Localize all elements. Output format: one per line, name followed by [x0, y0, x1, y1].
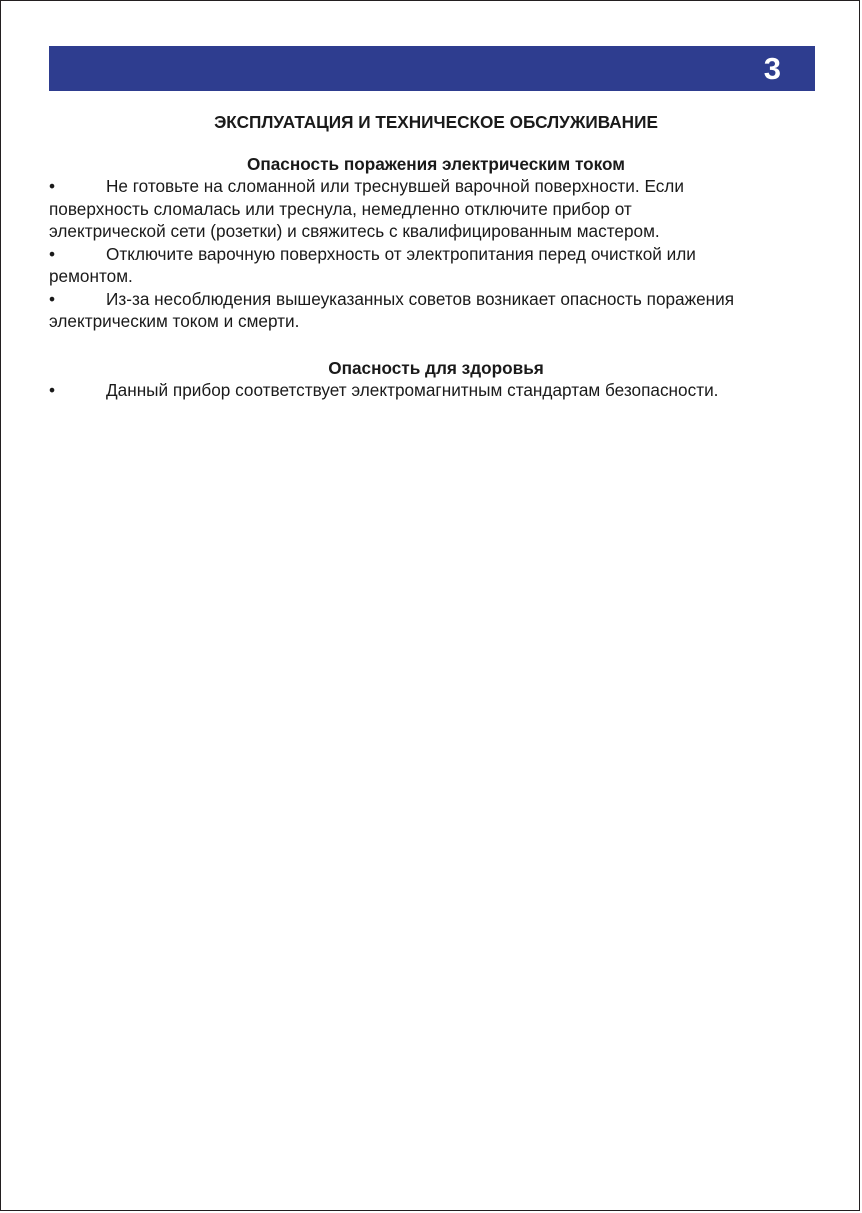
header-bar: [49, 46, 815, 91]
bullet-mark: •: [49, 379, 56, 400]
item-line: электрической сети (розетки) и свяжитесь с квалифицированным мастером.: [49, 221, 660, 241]
list-item: [49, 243, 817, 288]
item-line: ремонтом.: [49, 266, 133, 286]
bullet-mark: •: [49, 288, 56, 309]
list-item: [49, 379, 817, 402]
section-heading-electric-shock: Опасность поражения электрическим током: [246, 154, 626, 174]
bullet-mark: •: [49, 243, 56, 264]
item-line: Отключите варочную поверхность от электропитания перед очисткой или: [106, 243, 696, 264]
electric-shock-list: [49, 175, 817, 333]
item-line: поверхность сломалась или треснула, немедленно отключите прибор от: [49, 198, 632, 219]
page-number: 3: [763, 51, 781, 86]
page-content: [49, 111, 817, 401]
health-list: [49, 379, 817, 402]
page-title: ЭКСПЛУАТАЦИЯ И ТЕХНИЧЕСКОЕ ОБСЛУЖИВАНИЕ: [214, 112, 658, 132]
list-item: [49, 175, 817, 243]
item-line: Данный прибор соответствует электромагнитным стандартам безопасности.: [106, 379, 719, 400]
bullet-mark: •: [49, 176, 56, 196]
section-heading-health: Опасность для здоровья: [328, 357, 544, 378]
item-line: Из-за несоблюдения вышеуказанных советов возникает опасность поражения: [106, 288, 735, 309]
item-line: электрическим током и смерти.: [49, 311, 300, 331]
list-item: [49, 288, 817, 333]
item-line: Не готовьте на сломанной или треснувшей варочной поверхности. Если: [106, 176, 684, 196]
